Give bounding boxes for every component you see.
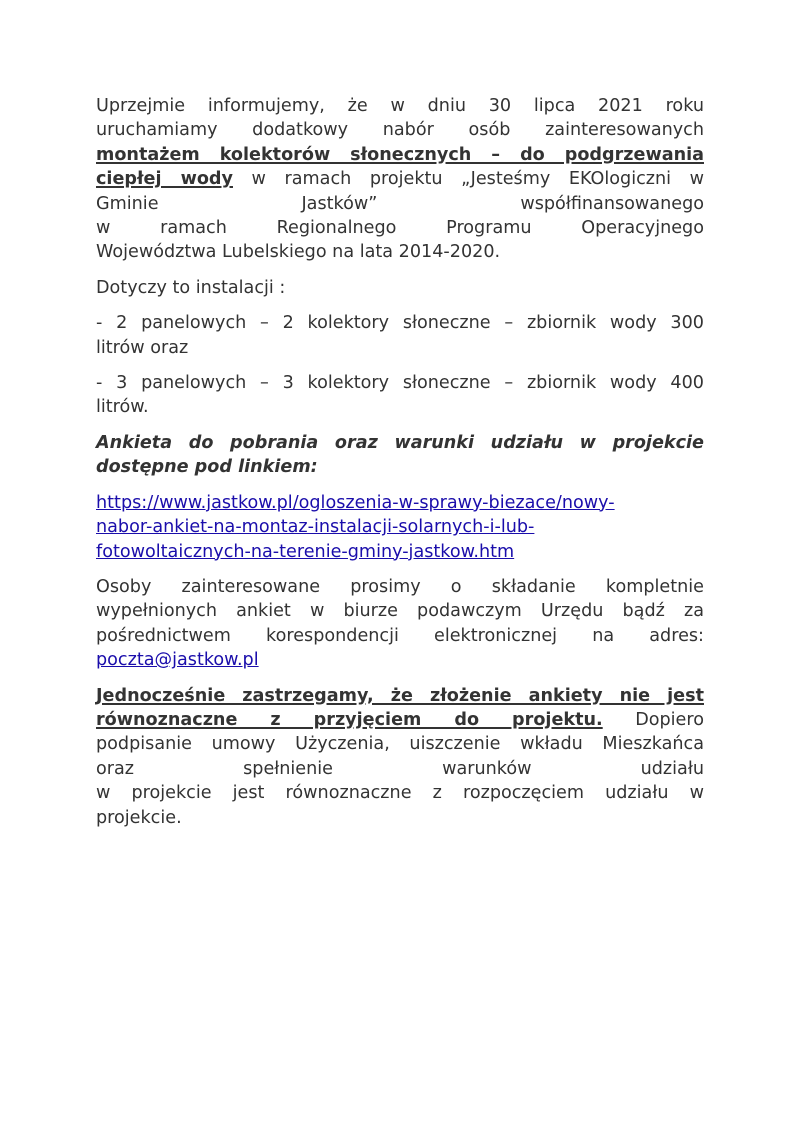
intro-last-line: Województwa Lubelskiego na lata 2014-2020. xyxy=(96,242,501,263)
survey-heading-line-2: dostępne pod linkiem: xyxy=(96,457,318,478)
submission-email-line xyxy=(96,648,704,672)
installation-item-2-line-1: - 3 panelowych – 3 kolektory słoneczne – zbiornik wody 400 xyxy=(96,373,704,394)
installation-item-2 xyxy=(96,371,704,395)
survey-link-paragraph xyxy=(96,491,704,564)
notice-line-3: podpisanie umowy Użyczenia, uiszczenie wkładu Mieszkańca xyxy=(96,734,704,755)
intro-paragraph xyxy=(96,94,704,240)
submission-paragraph xyxy=(96,575,704,648)
installation-item-2-line-2: litrów. xyxy=(96,397,149,418)
intro-line-5: Gminie Jastków” współfinansowanego xyxy=(96,193,704,214)
survey-link-line-1[interactable]: https://www.jastkow.pl/ogloszenia-w-sprawy-biezace/nowy- xyxy=(96,492,615,513)
intro-line-4-rest: w ramach projektu „Jesteśmy EKOlogiczni w xyxy=(232,169,704,190)
submission-line-3: pośrednictwem korespondencji elektronicznej na adres: xyxy=(96,625,704,646)
installations-label: Dotyczy to instalacji : xyxy=(96,277,286,298)
notice-line-2-rest: Dopiero xyxy=(602,709,704,730)
notice-line-2 xyxy=(96,708,704,732)
email-link[interactable]: poczta@jastkow.pl xyxy=(96,650,259,671)
notice-bold-line-1: Jednocześnie zastrzegamy, że złożenie ankiety nie jest xyxy=(96,685,704,706)
intro-line-2: uruchamiamy dodatkowy nabór osób zainteresowanych xyxy=(96,120,704,141)
survey-link-line-3[interactable]: fotowoltaicznych-na-terenie-gminy-jastkow.htm xyxy=(96,541,515,562)
submission-line-1: Osoby zainteresowane prosimy o składanie kompletnie xyxy=(96,576,704,597)
notice-bold-line-2: równoznaczne z przyjęciem do projektu. xyxy=(96,709,603,730)
notice-last-line: projekcie. xyxy=(96,807,182,828)
intro-line-4 xyxy=(96,167,704,191)
notice-line-5: w projekcie jest równoznaczne z rozpoczęciem udziału w xyxy=(96,783,704,804)
installation-item-1-line-1: - 2 panelowych – 2 kolektory słoneczne – zbiornik wody 300 xyxy=(96,313,704,334)
intro-bold-line-2: ciepłej wody xyxy=(96,169,233,190)
notice-line-4: oraz spełnienie warunków udziału xyxy=(96,758,704,779)
intro-line-1: Uprzejmie informujemy, że w dniu 30 lipca 2021 roku xyxy=(96,96,704,116)
survey-heading-line-1: Ankieta do pobrania oraz warunki udziału w projekcie xyxy=(96,432,704,453)
submission-line-2: wypełnionych ankiet w biurze podawczym Urzędu bądź za xyxy=(96,601,704,622)
intro-line-6: w ramach Regionalnego Programu Operacyjnego xyxy=(96,218,704,239)
survey-heading xyxy=(96,431,704,455)
notice-paragraph xyxy=(96,684,704,806)
installation-item-1 xyxy=(96,311,704,335)
intro-bold-line-1: montażem kolektorów słonecznych – do podgrzewania xyxy=(96,144,704,165)
installation-item-1-line-2: litrów oraz xyxy=(96,337,189,358)
survey-link-line-2[interactable]: nabor-ankiet-na-montaz-instalacji-solarnych-i-lub- xyxy=(96,517,535,538)
